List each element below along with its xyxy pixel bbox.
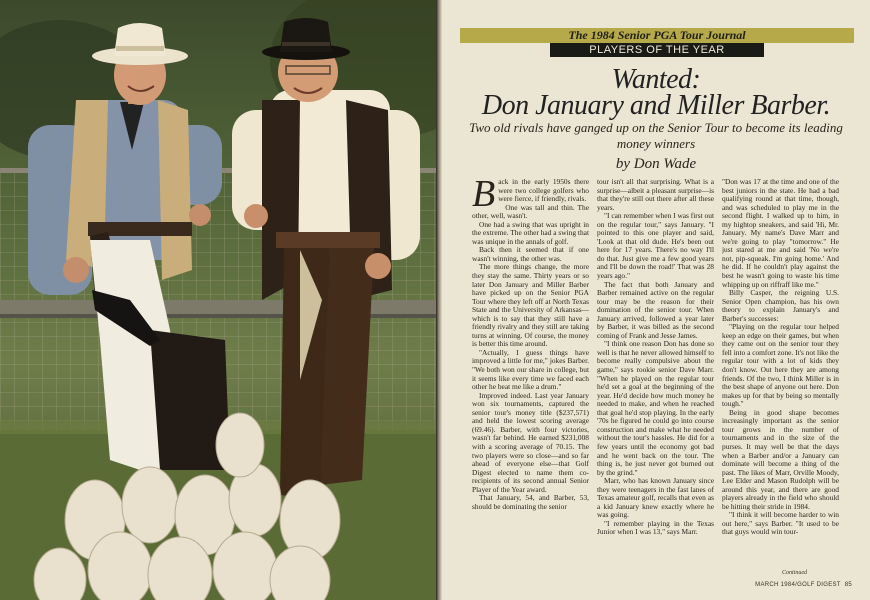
paragraph: "I can remember when I was first out on the regular tour," says January. "I pointed to this one player and said, 'Look at that old dude. He's been out here for 17 years. There's no way I'll do that. Just give me a few good years and I'll be down the road!' That was 28 years ago."	[597, 211, 714, 281]
paragraph: "Playing on the regular tour helped keep an edge on their games, but when they came out on the senior tour they fell into a comfort zone. It's not like the regular tour with a lot of kids they don't know. Out here they are among friends. Of the two, I think Miller is in the best shape of anyone out here. Don makes up for that by being so mentally tough."	[722, 322, 839, 409]
page-number: 85	[844, 582, 852, 588]
drop-cap: B	[472, 178, 496, 215]
paragraph: The more things change, the more they stay the same. Thirty years or so later Don January and Miller Barber have picked up on the Senior PGA Tour where they left off at North Texas State and the University of Arkansas—which is to say that they still have a friendly rivalry and they still are taking turns at winning. Of course, the money is better this time around.	[472, 262, 589, 349]
paragraph: Billy Casper, the reigning U.S. Senior Open champion, has his own theory to explain January's and Barber's successes:	[722, 288, 839, 323]
paragraph: The fact that both January and Barber remained active on the regular tour may be the reason for their domination of the senior tour. When January arrived, followed a year later by Barber, it was billed as the second coming of Frank and Jesse James.	[597, 279, 714, 340]
paragraph: "I think one reason Don has done so well is that he never allowed himself to become really compulsive about the game," says rookie senior Dave Marr. "When he played on the regular tour he'd set a goal at the beginning of the year. He'd decide how much money he needed to make, and when he reached that goal he'd stop playing. In the early '70s he figured he could go into course construction and make what he needed without the tour's hassles. He did for a few years until the economy got bad and he went back on the tour. The thing is, he just never got burned out by the grind."	[597, 339, 714, 477]
section-label: PLAYERS OF THE YEAR	[550, 43, 764, 57]
paragraph: "Don was 17 at the time and one of the best juniors in the state. He had a bad qualifying round at that time, though, and was scheduled to play me in the second flight. I walked up to him, in my hightop sneakers, and said 'Hi, Mr. January. My name's Dave Marr and we're going to play "tomorrow." He just stared at me and said 'No we're not, pip-squeak. I'm going home.' And he did. If he couldn't play against the best he wasn't going to waste his time whipping up on riffraff like me."	[722, 178, 839, 289]
byline: by Don Wade	[615, 156, 697, 172]
paragraph: Being in good shape becomes increasingly important as the senior tour grows in the number of tournaments and in the size of the purses. It may well be that the days when a Barber and/or a January can dominate will become a thing of the past. The likes of Marr, Orville Moody, Lee Elder and Mason Rudolph will be around this year, and there are good players already in the field who should be hitting their stride in 1984.	[722, 407, 839, 511]
column-3	[722, 178, 839, 568]
paragraph: Marr, who has known January since they were teenagers in the fast lanes of Texas amateur golf, recalls that even as a kid January knew exactly where he was going.	[597, 476, 714, 520]
paragraph: tour isn't all that surprising. What is a surprise—albeit a pleasant surprise—is that they're still out there after all these years.	[597, 178, 714, 212]
paragraph: "Actually, I guess things have improved a little for me," jokes Barber. "We both won our share in college, but it seems like every time we faced each other he beat me like a drum."	[472, 347, 589, 392]
headline-line-2: Don January and Miller Barber.	[481, 90, 831, 121]
headline-line-1: Wanted:	[611, 64, 701, 95]
page-folio	[722, 582, 852, 588]
deck-subtitle: Two old rivals have ganged up on the Senior Tour to become its leading money winners	[469, 120, 843, 151]
article-body	[472, 178, 840, 568]
paragraph: "I remember playing in the Texas Junior when I was 13," says Marr.	[597, 518, 714, 537]
section-header	[460, 28, 854, 58]
column-1	[472, 178, 589, 568]
paragraph: Back in the early 1950s there were two college golfers who were fierce, if friendly, rivals.	[472, 178, 589, 215]
folio-text: MARCH 1984/GOLF DIGEST	[755, 582, 841, 588]
paragraph: Back then it seemed that if one wasn't winning, the other was.	[472, 245, 589, 263]
paragraph: "I think it will become harder to win out here," says Barber. "It used to be that guys would win tour-	[722, 510, 839, 537]
paragraph: One was tall and thin. The other, well, wasn't.	[472, 202, 589, 221]
article-page	[442, 0, 870, 600]
kicker: The 1984 Senior PGA Tour Journal	[568, 28, 746, 42]
paragraph: That January, 54, and Barber, 53, should be dominating the senior	[472, 493, 589, 511]
paragraph: One had a swing that was upright in the extreme. The other had a swing that was unique in the annals of golf.	[472, 219, 589, 246]
paragraph: Improved indeed. Last year January won six tournaments, captured the senior tour's money title ($237,571) and held the lowest scoring average (69.46). Barber, with four victories, wasn't far behind. He earned $231,008 with a scoring average of 70.15. The two players were so close—and so far ahead of everyone else—that Golf Digest elected to name them co-recipients of its second annual Senior Player of the Year award.	[472, 390, 589, 494]
continued-label: Continued	[782, 570, 807, 576]
column-2	[597, 178, 714, 568]
